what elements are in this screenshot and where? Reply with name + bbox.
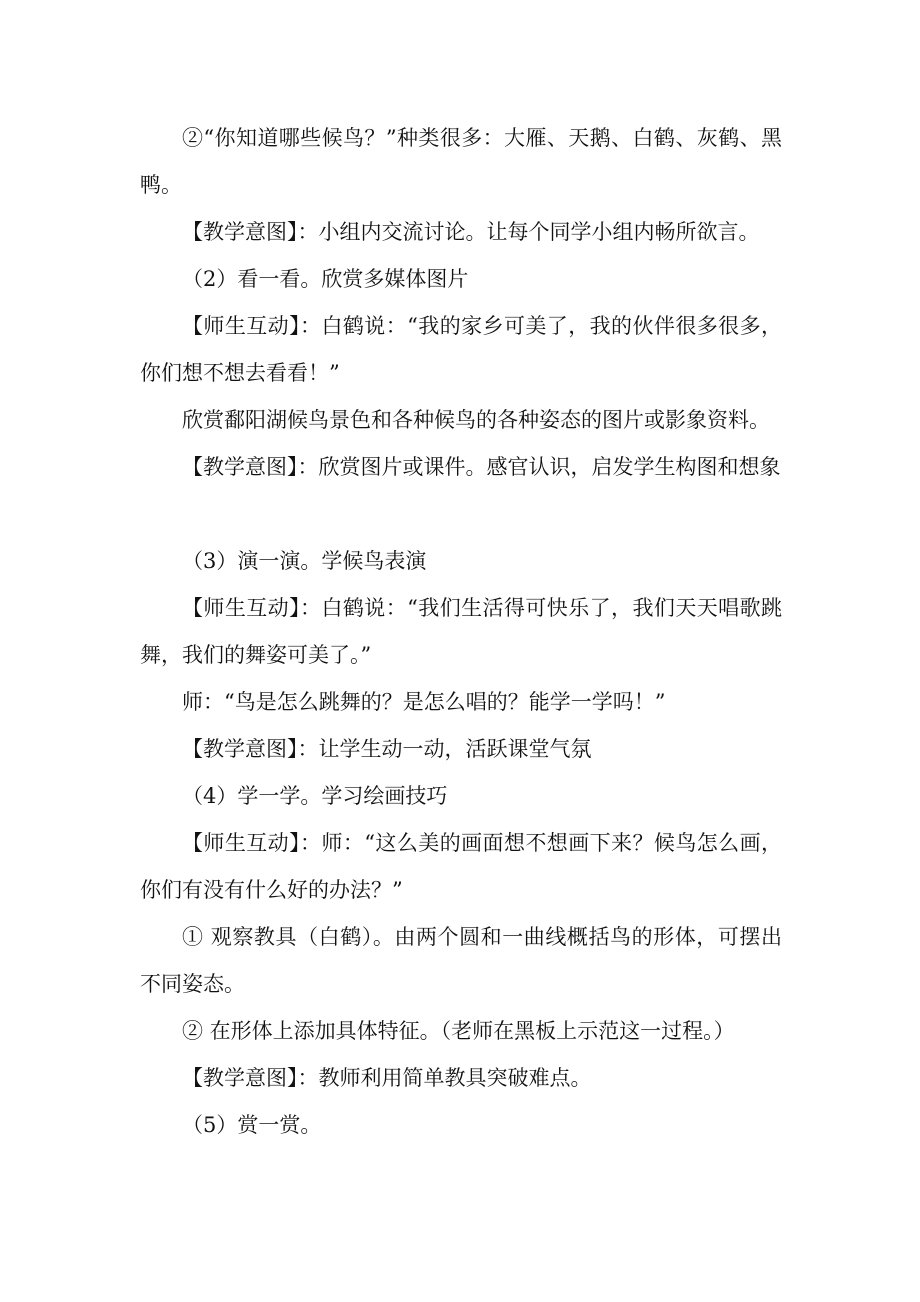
paragraph-interaction-dance: 【师生互动】：白鹤说：“我们生活得可快乐了，我们天天唱歌跳舞，我们的舞姿可美了。” (140, 596, 782, 667)
paragraph-step-3-heading: （3）演一演。学候鸟表演 (182, 549, 427, 573)
paragraph-step-4-heading: （4）学一学。学习绘画技巧 (182, 784, 448, 808)
paragraph-birds-question: ②“你知道哪些候鸟？”种类很多：大雁、天鹅、白鹤、灰鹤、黑鸭。 (140, 126, 782, 197)
paragraph-intent-discussion: 【教学意图】：小组内交流讨论。让每个同学小组内畅所欲言。 (182, 220, 760, 244)
paragraph-interaction-drawing: 【师生互动】：师：“这么美的画面想不想画下来？候鸟怎么画，你们有没有什么好的办法？” (140, 831, 782, 902)
paragraph-intent-images: 【教学意图】：欣赏图片或课件。感官认识，启发学生构图和想象 (182, 455, 781, 479)
paragraph-appreciate-images: 欣赏鄱阳湖候鸟景色和各种候鸟的各种姿态的图片或影象资料。 (182, 408, 770, 432)
paragraph-observe-model: ① 观察教具（白鹤）。由两个圆和一曲线概括鸟的形体，可摆出不同姿态。 (140, 925, 782, 996)
paragraph-interaction-hometown: 【师生互动】：白鹤说：“我的家乡可美了，我的伙伴很多很多，你们想不想去看看！” (140, 314, 782, 385)
paragraph-add-features: ② 在形体上添加具体特征。（老师在黑板上示范这一过程。） (182, 1019, 735, 1043)
paragraph-teacher-question: 师：“鸟是怎么跳舞的？是怎么唱的？能学一学吗！” (182, 690, 666, 714)
paragraph-step-2-heading: （2）看一看。欣赏多媒体图片 (182, 267, 469, 291)
paragraph-intent-activity: 【教学意图】：让学生动一动，活跃课堂气氛 (182, 737, 592, 761)
paragraph-step-5-heading: （5）赏一赏。 (182, 1113, 322, 1137)
paragraph-intent-teaching-aid: 【教学意图】：教师利用简单教具突破难点。 (182, 1066, 592, 1090)
